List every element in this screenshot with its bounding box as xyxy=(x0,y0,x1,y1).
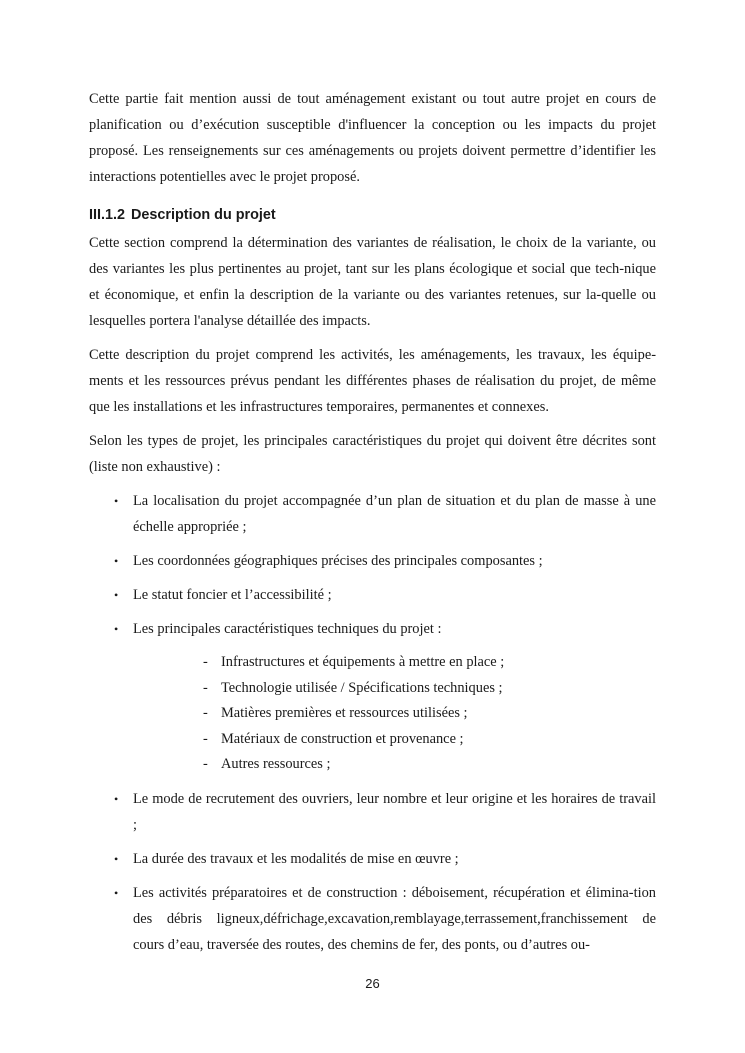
section-title: Description du projet xyxy=(131,207,276,223)
characteristics-list xyxy=(89,488,656,958)
list-item: • Le statut foncier et l’accessibilité ; xyxy=(89,582,656,608)
technical-sublist xyxy=(133,650,656,778)
list-item-label: Les principales caractéristiques techniques du projet : xyxy=(133,621,442,637)
sub-list-item: - Matières premières et ressources utilisées ; xyxy=(133,701,656,727)
paragraph-description: Cette description du projet comprend les activités, les aménagements, les travaux, les équipe-ments et les ressources prévus pendant les différentes phases de réalisation du projet, de même que les installations et les infrastructures temporaires, permanentes et connexes. xyxy=(89,347,656,415)
sub-list-item: - Infrastructures et équipements à mettre en place ; xyxy=(133,650,656,676)
paragraph-variantes: Cette section comprend la détermination des variantes de réalisation, le choix de la variante, ou des variantes les plus pertinentes au projet, tant sur les plans écologique et social que tech-nique et économique, et enfin la description de la variante ou des variantes retenues, sur la-quelle ou lesquelles portera l'analyse détaillée des impacts. xyxy=(89,235,656,329)
list-item-technical xyxy=(89,616,656,778)
sub-list-item: - Autres ressources ; xyxy=(133,752,656,778)
list-item: • La durée des travaux et les modalités de mise en œuvre ; xyxy=(89,846,656,872)
sub-list-item: - Technologie utilisée / Spécifications techniques ; xyxy=(133,676,656,702)
list-item: • Les activités préparatoires et de construction : déboisement, récupération et élimina-tion des débris ligneux,défrichage,excavation,remblayage,terrassement,franchissement de cours d’eau, traversée des routes, des chemins de fer, des ponts, ou d’autres ou- xyxy=(89,880,656,958)
page-content xyxy=(89,86,656,966)
list-item: • Les coordonnées géographiques précises des principales composantes ; xyxy=(89,548,656,574)
list-item: • Le mode de recrutement des ouvriers, leur nombre et leur origine et les horaires de travail ; xyxy=(89,786,656,838)
section-number: III.1.2 xyxy=(89,207,125,223)
paragraph-types: Selon les types de projet, les principales caractéristiques du projet qui doivent être décrites sont (liste non exhaustive) : xyxy=(89,433,656,475)
sub-list-item: - Matériaux de construction et provenance ; xyxy=(133,727,656,753)
list-item: • La localisation du projet accompagnée d’un plan de situation et du plan de masse à une échelle appropriée ; xyxy=(89,488,656,540)
page-number: 26 xyxy=(365,976,380,991)
section-heading xyxy=(89,202,656,228)
intro-paragraph: Cette partie fait mention aussi de tout aménagement existant ou tout autre projet en cours de planification ou d’exécution susceptible d'influencer la conception ou les impacts du projet proposé. Les renseignements sur ces aménagements ou projets doivent permettre d’identifier les interactions potentielles avec le projet proposé. xyxy=(89,91,656,185)
